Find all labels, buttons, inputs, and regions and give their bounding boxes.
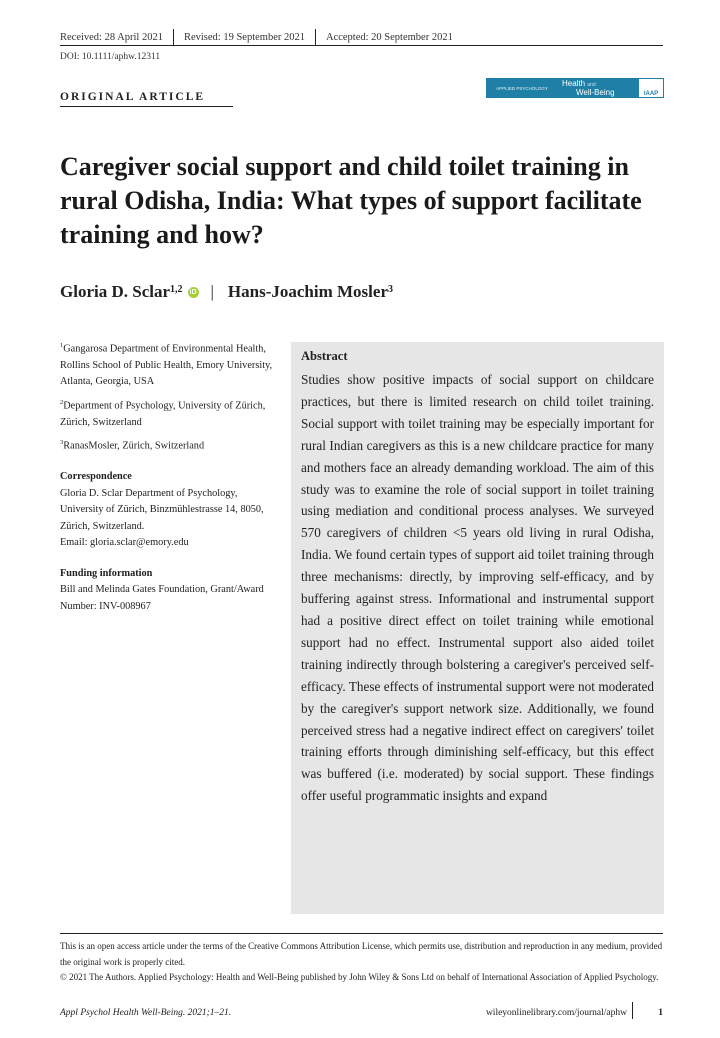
funding-heading: Funding information: [60, 567, 153, 579]
correspondence-text: Gloria D. Sclar Department of Psychology, University of Zürich, Binzmühlestrasse 14, 8050, Zürich, Switzerland.: [60, 487, 264, 532]
correspondence-heading: Correspondence: [60, 471, 132, 483]
affiliation: [60, 338, 275, 391]
affiliation: [60, 395, 275, 431]
copyright-text: © 2021 The Authors. Applied Psychology: Health and Well-Being published by John Wiley & Sons Ltd on behalf of International Association of Applied Psychology.: [60, 972, 659, 982]
footnote-rule: [60, 933, 663, 934]
header-rule: [60, 45, 663, 46]
logo-and: and: [587, 81, 596, 88]
affiliation-text: Gangarosa Department of Environmental Health, Rollins School of Public Health, Emory University, Atlanta, Georgia, USA: [60, 343, 273, 388]
sidebar: [60, 338, 275, 615]
page-number: 1: [658, 1008, 663, 1018]
logo-left-text: APPLIED PSYCHOLOGY: [486, 78, 558, 98]
received-date: Received: 28 April 2021: [60, 31, 163, 43]
accepted-date: Accepted: 20 September 2021: [325, 31, 453, 43]
journal-url[interactable]: wileyonlinelibrary.com/journal/aphw: [485, 1008, 627, 1018]
correspondence-email[interactable]: Email: gloria.sclar@emory.edu: [60, 537, 189, 549]
date-divider: [173, 29, 174, 46]
author-line: [60, 282, 393, 302]
author-affiliation-marks: 3: [388, 283, 393, 295]
affiliation-text: RanasMosler, Zürich, Switzerland: [63, 440, 205, 452]
affiliation-text: Department of Psychology, University of Zürich, Zürich, Switzerland: [60, 400, 266, 428]
logo-title: [558, 78, 638, 98]
date-divider: [315, 29, 316, 46]
author-name[interactable]: Gloria D. Sclar: [60, 282, 171, 301]
logo-health: Health: [562, 78, 586, 88]
journal-logo: [486, 78, 664, 98]
author-separator: |: [210, 282, 214, 301]
article-type-underline: [60, 106, 233, 107]
footer-divider: [632, 1002, 633, 1019]
abstract-body: Studies show positive impacts of social support on childcare practices, but there is limited research on child toilet training. Social support with toilet training may be especially important for rural Indian caregivers as this is a new childcare practice for many and mothers face an already demanding workload. The aim of this study was to examine the role of social support in toilet training using mediation and conditional process analyses. We surveyed 570 caregivers of children <5 years old living in rural Odisha, India. We found certain types of support aid toilet training through three mechanisms: directly, by improving self-efficacy, and by buffering against stress. Informational and instrumental support had a positive direct effect on toilet training while emotional support had no effect. Instrumental support also aided toilet training indirectly through bolstering a caregiver's perceived self-efficacy. These effects of instrumental support were not moderated by the caregiver's support network size. Additionally, we found perceived stress had a negative indirect effect on caregivers' toilet training efforts through diminishing self-efficacy, but this effect was buffered (i.e. moderated) by social support. These findings offer useful programmatic insights and expand: [301, 372, 654, 804]
article-title: Caregiver social support and child toilet training in rural Odisha, India: What types of support facilitate training and how?: [60, 152, 642, 249]
revised-date: Revised: 19 September 2021: [183, 31, 305, 43]
orcid-icon[interactable]: iD: [189, 288, 197, 296]
journal-citation: Appl Psychol Health Well-Being. 2021;1–21.: [60, 1008, 232, 1018]
logo-wellbeing: Well-Being: [576, 87, 615, 97]
author-affiliation-marks: 1,2: [170, 283, 183, 295]
affiliation-number: 1: [60, 342, 64, 349]
abstract-heading: Abstract: [301, 349, 348, 363]
author-name[interactable]: Hans-Joachim Mosler: [227, 282, 388, 301]
logo-badge: IAAP: [638, 78, 664, 98]
doi[interactable]: DOI: 10.1111/aphw.12311: [60, 52, 161, 62]
license-text: This is an open access article under the terms of the Creative Commons Attribution License, which permits use, distribution and reproduction in any medium, provided the original work is properly cited.: [60, 941, 663, 967]
article-dates: [60, 28, 453, 46]
article-type: ORIGINAL ARTICLE: [60, 91, 206, 103]
affiliation: [60, 435, 275, 455]
abstract-box: [291, 342, 664, 914]
affiliation-number: 2: [60, 398, 64, 406]
footnote: [60, 939, 663, 986]
funding-text: Bill and Melinda Gates Foundation, Grant/Award Number: INV-008967: [60, 584, 264, 612]
affiliation-number: 3: [60, 439, 64, 447]
